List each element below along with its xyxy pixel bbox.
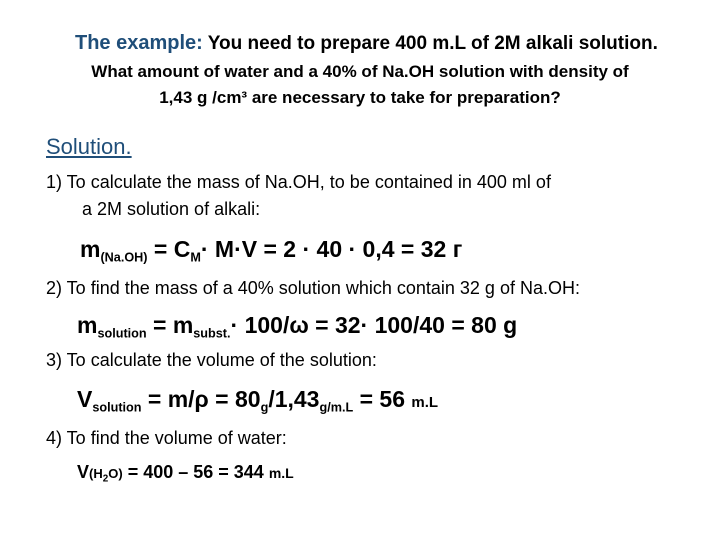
formula-2	[77, 312, 517, 339]
example-line-3: 1,43 g /cm³ are necessary to take for preparation?	[159, 88, 561, 107]
formula-3-g-sub: g	[260, 400, 269, 415]
formula-4-two: 2	[102, 473, 109, 485]
formula-1-m-sub: (Na.OH)	[100, 250, 148, 265]
formula-2-m-sub: solution	[97, 326, 147, 341]
step-1-line-2: a 2M solution of alkali:	[82, 199, 261, 219]
formula-3	[77, 386, 438, 413]
formula-4	[77, 462, 294, 483]
formula-2-m: m	[77, 312, 98, 338]
formula-3-gml-sub: g/m.L	[319, 400, 354, 415]
formula-1-rest: · M·V = 2 · 40 · 0,4 = 32 г	[200, 236, 463, 262]
formula-4-sub-open: (H	[89, 466, 103, 481]
formula-4-rest: = 400 – 56 = 344	[122, 462, 269, 482]
formula-2-eq: = m	[146, 312, 194, 338]
formula-3-v: V	[77, 386, 93, 412]
solution-heading: Solution.	[46, 134, 132, 159]
example-line-1: You need to prepare 400 m.L of 2M alkali solution.	[207, 33, 658, 54]
formula-3-part3: = 56	[353, 386, 412, 412]
formula-3-v-sub: solution	[92, 400, 142, 415]
formula-4-sub-close: O)	[108, 466, 123, 481]
step-2: 2) To find the mass of a 40% solution which contain 32 g of Na.OH:	[46, 278, 580, 298]
formula-1-eq: = C	[147, 236, 191, 262]
step-3: 3) To calculate the volume of the solution:	[46, 350, 377, 370]
formula-2-rest: · 100/ω = 32· 100/40 = 80 g	[230, 312, 518, 338]
example-title	[75, 32, 658, 55]
example-line-2: What amount of water and a 40% of Na.OH solution with density of	[91, 62, 629, 81]
example-label: The example:	[75, 32, 203, 54]
formula-3-part2: /1,43	[268, 386, 320, 412]
formula-3-part1: = m/ρ = 80	[141, 386, 261, 412]
step-1-line-1: 1) To calculate the mass of Na.OH, to be contained in 400 ml of	[46, 172, 551, 192]
formula-1-c-sub: M	[190, 250, 201, 265]
formula-1	[80, 236, 462, 263]
step-4: 4) To find the volume of water:	[46, 428, 287, 448]
formula-4-v: V	[77, 462, 90, 482]
formula-4-unit: m.L	[268, 465, 294, 481]
formula-2-subst-sub: subst.	[193, 326, 231, 341]
formula-1-m: m	[80, 236, 101, 262]
formula-3-unit: m.L	[411, 394, 439, 411]
